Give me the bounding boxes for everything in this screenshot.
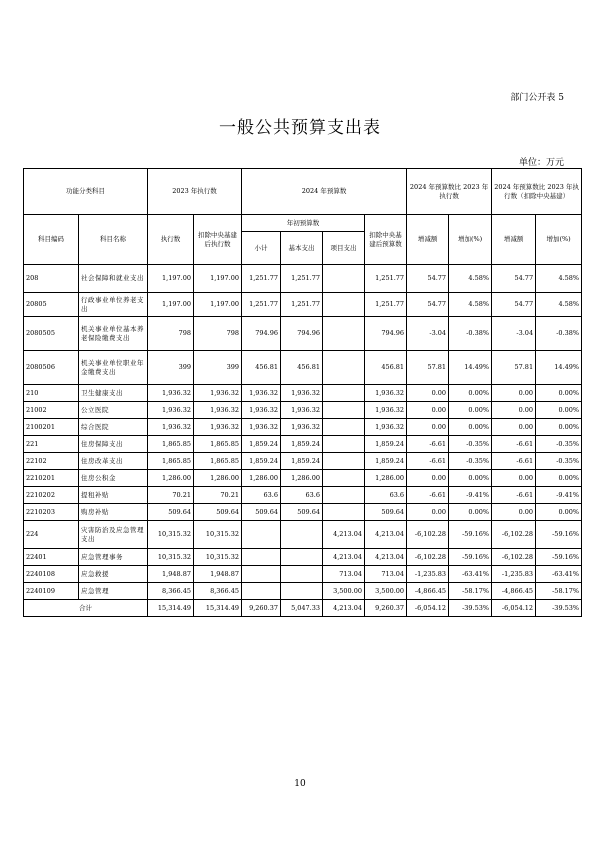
value-cell-basic: 1,251.77 [281,265,323,293]
value-cell-exec-excl: 1,286.00 [194,470,242,487]
header-change-pct: 增加(%) [449,215,492,265]
value-cell-chg2: 0.00 [492,419,536,436]
table-row [24,521,582,549]
value-cell-pct2: -59.16% [536,549,582,566]
value-cell-pct: 0.00% [449,402,492,419]
value-cell-pct: -0.35% [449,453,492,470]
value-cell-pct: 4.58% [449,293,492,317]
value-cell-exec: 1,936.32 [148,385,194,402]
value-cell-pct2: 0.00% [536,504,582,521]
value-cell-chg2: -3.04 [492,317,536,351]
page-title: 一般公共预算支出表 [219,118,381,138]
value-cell-subtotal: 63.6 [242,487,281,504]
value-cell-exec-excl: 1,936.32 [194,419,242,436]
header-compare-excl: 2024 年预算数比 2023 年执行数（扣除中央基建） [492,169,582,215]
value-cell-project [323,385,365,402]
value-cell-basic: 456.81 [281,351,323,385]
value-cell-chg2: -1,235.83 [492,566,536,583]
header-change-amount-excl: 增减额 [492,215,536,265]
value-cell-pct2: -58.17% [536,583,582,600]
value-cell-chg2: -4,866.45 [492,583,536,600]
value-cell-exec-excl: 399 [194,351,242,385]
value-cell-pct: -0.38% [449,317,492,351]
value-cell-chg: 54.77 [407,265,449,293]
value-cell-chg2: 54.77 [492,265,536,293]
table-row [24,385,582,402]
subject-name-cell: 应急管理事务 [79,549,148,566]
value-cell-budget-excl: 1,936.32 [365,419,407,436]
value-cell-pct2: 0.00% [536,419,582,436]
subject-name-cell: 综合医院 [79,419,148,436]
subject-name-cell: 住房保障支出 [79,436,148,453]
value-cell-basic: 794.96 [281,317,323,351]
header-exec-2023: 2023 年执行数 [148,169,242,215]
value-cell-subtotal: 1,859.24 [242,453,281,470]
subject-name-cell: 提租补贴 [79,487,148,504]
value-cell-exec: 1,197.00 [148,293,194,317]
value-cell-chg: 0.00 [407,419,449,436]
value-cell-chg: 54.77 [407,293,449,317]
value-cell-budget-excl: 1,859.24 [365,453,407,470]
subject-code-cell: 20805 [24,293,79,317]
value-cell-exec: 1,286.00 [148,470,194,487]
value-cell-exec: 1,936.32 [148,419,194,436]
value-cell-chg2: -6.61 [492,487,536,504]
table-row [24,293,582,317]
value-cell-chg: -6.61 [407,453,449,470]
value-cell-chg: -6,102.28 [407,521,449,549]
value-cell-basic: 63.6 [281,487,323,504]
value-cell-chg: 0.00 [407,470,449,487]
value-cell-basic [281,521,323,549]
value-cell-basic: 1,936.32 [281,402,323,419]
total-row [24,600,582,617]
subject-name-cell: 社会保障和就业支出 [79,265,148,293]
subject-code-cell: 2080505 [24,317,79,351]
subject-code-cell: 224 [24,521,79,549]
table-row [24,470,582,487]
value-cell-chg: -6.61 [407,487,449,504]
table-row [24,351,582,385]
value-cell-pct: -58.17% [449,583,492,600]
value-cell-basic: 1,251.77 [281,293,323,317]
value-cell-pct2: -63.41% [536,566,582,583]
subject-code-cell: 22102 [24,453,79,470]
value-cell-pct: 0.00% [449,419,492,436]
value-cell-chg2: -6.61 [492,453,536,470]
value-cell-subtotal: 1,936.32 [242,385,281,402]
value-cell-exec-excl: 1,197.00 [194,293,242,317]
total-cell-exec: 15,314.49 [148,600,194,617]
value-cell-exec-excl: 1,865.85 [194,453,242,470]
table-row [24,487,582,504]
value-cell-exec-excl: 798 [194,317,242,351]
table-row [24,265,582,293]
value-cell-pct2: 0.00% [536,385,582,402]
table-row [24,419,582,436]
value-cell-budget-excl: 3,500.00 [365,583,407,600]
header-subtotal: 小计 [242,232,281,265]
header-exec-amount: 执行数 [148,215,194,265]
total-cell-budget-excl: 9,260.37 [365,600,407,617]
value-cell-subtotal [242,566,281,583]
header-functional-class: 功能分类科目 [24,169,148,215]
value-cell-chg2: 54.77 [492,293,536,317]
value-cell-subtotal: 1,286.00 [242,470,281,487]
value-cell-budget-excl: 1,859.24 [365,436,407,453]
table-row [24,402,582,419]
subject-name-cell: 住房公积金 [79,470,148,487]
value-cell-chg2: 0.00 [492,504,536,521]
table-row [24,549,582,566]
value-cell-pct2: -9.41% [536,487,582,504]
value-cell-chg: -3.04 [407,317,449,351]
total-cell-basic: 5,047.33 [281,600,323,617]
value-cell-exec: 70.21 [148,487,194,504]
value-cell-pct2: -0.35% [536,453,582,470]
header-change-pct-excl: 增加(%) [536,215,582,265]
value-cell-pct2: -59.16% [536,521,582,549]
value-cell-exec-excl: 8,366.45 [194,583,242,600]
total-cell-chg: -6,054.12 [407,600,449,617]
subject-name-cell: 灾害防治及应急管理支出 [79,521,148,549]
value-cell-chg2: -6,102.28 [492,549,536,566]
value-cell-exec: 1,865.85 [148,453,194,470]
value-cell-project [323,419,365,436]
table-body [24,265,582,617]
table-row [24,504,582,521]
value-cell-basic: 509.64 [281,504,323,521]
value-cell-exec-excl: 10,315.32 [194,549,242,566]
subject-code-cell: 210 [24,385,79,402]
table-row [24,566,582,583]
value-cell-chg: -1,235.83 [407,566,449,583]
value-cell-exec: 399 [148,351,194,385]
value-cell-budget-excl: 1,251.77 [365,293,407,317]
header-initial-budget: 年初预算数 [242,215,365,232]
value-cell-pct: 4.58% [449,265,492,293]
value-cell-pct: -63.41% [449,566,492,583]
value-cell-project [323,453,365,470]
subject-name-cell: 机关事业单位职业年金缴费支出 [79,351,148,385]
total-cell-chg2: -6,054.12 [492,600,536,617]
value-cell-project: 3,500.00 [323,583,365,600]
value-cell-project: 713.04 [323,566,365,583]
value-cell-project [323,504,365,521]
subject-code-cell: 2210202 [24,487,79,504]
value-cell-budget-excl: 1,936.32 [365,385,407,402]
subject-code-cell: 2080506 [24,351,79,385]
subject-code-cell: 2210201 [24,470,79,487]
value-cell-subtotal: 1,936.32 [242,402,281,419]
table-row [24,583,582,600]
value-cell-basic [281,549,323,566]
subject-name-cell: 公立医院 [79,402,148,419]
value-cell-exec: 8,366.45 [148,583,194,600]
value-cell-pct: -59.16% [449,549,492,566]
value-cell-exec-excl: 70.21 [194,487,242,504]
value-cell-exec-excl: 1,197.00 [194,265,242,293]
value-cell-pct: 0.00% [449,504,492,521]
value-cell-basic [281,583,323,600]
value-cell-chg2: 0.00 [492,385,536,402]
table-row [24,317,582,351]
value-cell-exec-excl: 1,936.32 [194,402,242,419]
table-row [24,453,582,470]
value-cell-project [323,265,365,293]
value-cell-subtotal [242,521,281,549]
value-cell-basic: 1,286.00 [281,470,323,487]
value-cell-chg: 0.00 [407,402,449,419]
value-cell-basic [281,566,323,583]
value-cell-basic: 1,859.24 [281,436,323,453]
subject-code-cell: 2100201 [24,419,79,436]
value-cell-subtotal: 509.64 [242,504,281,521]
unit-label: 单位：万元 [518,158,564,168]
value-cell-pct2: -0.38% [536,317,582,351]
value-cell-pct2: 0.00% [536,402,582,419]
total-label: 合计 [24,600,148,617]
table-row [24,436,582,453]
table-label: 部门公开表 5 [510,93,564,103]
value-cell-budget-excl: 509.64 [365,504,407,521]
value-cell-chg: 57.81 [407,351,449,385]
subject-name-cell: 机关事业单位基本养老保险缴费支出 [79,317,148,351]
subject-name-cell: 购房补贴 [79,504,148,521]
value-cell-exec: 10,315.32 [148,549,194,566]
value-cell-chg2: -6.61 [492,436,536,453]
value-cell-subtotal: 1,936.32 [242,419,281,436]
value-cell-basic: 1,859.24 [281,453,323,470]
value-cell-project [323,470,365,487]
value-cell-subtotal: 1,251.77 [242,265,281,293]
value-cell-budget-excl: 1,936.32 [365,402,407,419]
value-cell-pct2: 4.58% [536,265,582,293]
subject-code-cell: 2240109 [24,583,79,600]
value-cell-pct: -59.16% [449,521,492,549]
value-cell-budget-excl: 4,213.04 [365,521,407,549]
value-cell-budget-excl: 794.96 [365,317,407,351]
subject-code-cell: 221 [24,436,79,453]
value-cell-chg2: 0.00 [492,470,536,487]
value-cell-project [323,436,365,453]
value-cell-budget-excl: 1,251.77 [365,265,407,293]
value-cell-project [323,293,365,317]
value-cell-exec: 1,197.00 [148,265,194,293]
value-cell-basic: 1,936.32 [281,419,323,436]
value-cell-exec: 509.64 [148,504,194,521]
value-cell-subtotal [242,549,281,566]
header-subject-name: 科目名称 [79,215,148,265]
value-cell-chg: 0.00 [407,385,449,402]
value-cell-project [323,317,365,351]
subject-code-cell: 2240108 [24,566,79,583]
value-cell-chg2: -6,102.28 [492,521,536,549]
value-cell-subtotal: 794.96 [242,317,281,351]
value-cell-pct2: -0.35% [536,436,582,453]
subject-code-cell: 208 [24,265,79,293]
page-number: 10 [294,779,306,789]
total-cell-project: 4,213.04 [323,600,365,617]
header-change-amount: 增减额 [407,215,449,265]
subject-code-cell: 22401 [24,549,79,566]
value-cell-exec: 798 [148,317,194,351]
value-cell-pct: -0.35% [449,436,492,453]
value-cell-exec-excl: 1,865.85 [194,436,242,453]
total-cell-pct2: -39.53% [536,600,582,617]
value-cell-chg: -6.61 [407,436,449,453]
header-budget-2024: 2024 年预算数 [242,169,407,215]
value-cell-pct: 14.49% [449,351,492,385]
value-cell-pct: 0.00% [449,385,492,402]
subject-code-cell: 2210203 [24,504,79,521]
value-cell-budget-excl: 456.81 [365,351,407,385]
value-cell-project [323,487,365,504]
value-cell-basic: 1,936.32 [281,385,323,402]
value-cell-subtotal [242,583,281,600]
header-project: 项目支出 [323,232,365,265]
value-cell-chg2: 0.00 [492,402,536,419]
value-cell-subtotal: 1,251.77 [242,293,281,317]
value-cell-project [323,351,365,385]
value-cell-chg: -4,866.45 [407,583,449,600]
subject-name-cell: 应急管理 [79,583,148,600]
header-compare-2023: 2024 年预算数比 2023 年执行数 [407,169,492,215]
value-cell-project [323,402,365,419]
subject-code-cell: 21002 [24,402,79,419]
value-cell-pct: 0.00% [449,470,492,487]
total-cell-pct: -39.53% [449,600,492,617]
value-cell-pct2: 4.58% [536,293,582,317]
header-subject-code: 科目编码 [24,215,79,265]
value-cell-exec-excl: 1,936.32 [194,385,242,402]
total-cell-exec-excl: 15,314.49 [194,600,242,617]
value-cell-exec-excl: 509.64 [194,504,242,521]
value-cell-budget-excl: 1,286.00 [365,470,407,487]
value-cell-pct: -9.41% [449,487,492,504]
subject-name-cell: 应急救援 [79,566,148,583]
subject-name-cell: 卫生健康支出 [79,385,148,402]
value-cell-exec: 1,936.32 [148,402,194,419]
budget-table [23,168,582,617]
header-basic: 基本支出 [281,232,323,265]
value-cell-exec: 1,865.85 [148,436,194,453]
value-cell-budget-excl: 4,213.04 [365,549,407,566]
value-cell-exec-excl: 1,948.87 [194,566,242,583]
value-cell-exec: 1,948.87 [148,566,194,583]
value-cell-pct2: 0.00% [536,470,582,487]
value-cell-exec-excl: 10,315.32 [194,521,242,549]
header-exec-excl: 扣除中央基建后执行数 [194,215,242,265]
subject-name-cell: 住房改革支出 [79,453,148,470]
value-cell-exec: 10,315.32 [148,521,194,549]
header-budget-excl: 扣除中央基建后预算数 [365,215,407,265]
subject-name-cell: 行政事业单位养老支出 [79,293,148,317]
value-cell-budget-excl: 63.6 [365,487,407,504]
value-cell-subtotal: 456.81 [242,351,281,385]
value-cell-pct2: 14.49% [536,351,582,385]
value-cell-project: 4,213.04 [323,521,365,549]
value-cell-chg2: 57.81 [492,351,536,385]
total-cell-subtotal: 9,260.37 [242,600,281,617]
value-cell-chg: 0.00 [407,504,449,521]
value-cell-project: 4,213.04 [323,549,365,566]
value-cell-chg: -6,102.28 [407,549,449,566]
value-cell-subtotal: 1,859.24 [242,436,281,453]
value-cell-budget-excl: 713.04 [365,566,407,583]
